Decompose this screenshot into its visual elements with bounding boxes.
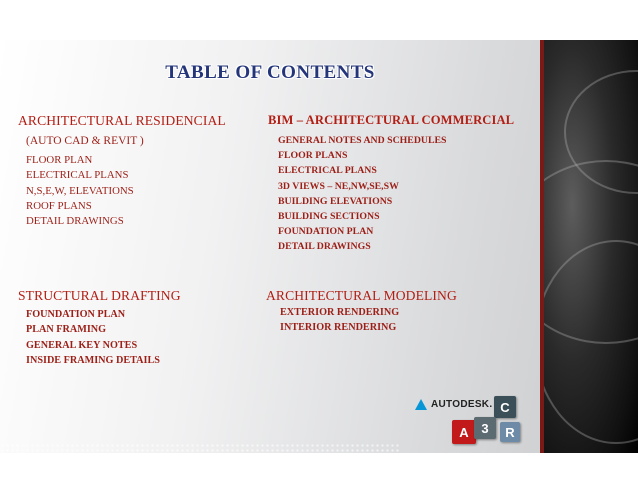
list-item: N,S,E,W, ELEVATIONS <box>26 184 134 197</box>
bim-heading: BIM – ARCHITECTURAL COMMERCIAL <box>268 113 515 127</box>
list-item: BUILDING SECTIONS <box>278 211 380 223</box>
architecture-photo-panel <box>544 40 638 453</box>
bim-list <box>278 133 447 255</box>
list-item: ROOF PLANS <box>26 199 92 212</box>
list-item: ELECTRICAL PLANS <box>278 165 377 177</box>
list-item: DETAIL DRAWINGS <box>26 215 124 228</box>
revit-logo-icon: R <box>500 422 520 442</box>
page-title: TABLE OF CONTENTS <box>165 62 375 83</box>
civil3d-logo-icon: C <box>494 396 516 418</box>
autodesk-logo <box>415 399 492 410</box>
list-item: FOUNDATION PLAN <box>26 309 126 320</box>
modeling-heading: ARCHITECTURAL MODELING <box>266 288 457 303</box>
list-item: ELECTRICAL PLANS <box>26 169 129 182</box>
structural-list <box>26 307 160 369</box>
list-item: FLOOR PLAN <box>26 154 93 166</box>
structural-heading: STRUCTURAL DRAFTING <box>18 288 181 303</box>
list-item: FLOOR PLANS <box>278 150 348 162</box>
dot-pattern <box>0 443 400 453</box>
autocad-logo-icon: A <box>452 420 476 444</box>
list-item: DETAIL DRAWINGS <box>278 241 371 253</box>
list-item: GENERAL KEY NOTES <box>26 339 138 351</box>
3dsmax-logo-icon: 3 <box>474 417 496 439</box>
residential-list <box>26 153 134 229</box>
autodesk-wordmark: AUTODESK. <box>431 399 493 410</box>
list-item: INSIDE FRAMING DETAILS <box>26 355 160 367</box>
modeling-list <box>280 305 399 336</box>
residential-subtitle: (AUTO CAD & REVIT ) <box>26 135 144 147</box>
list-item: FOUNDATION PLAN <box>278 226 374 238</box>
list-item: PLAN FRAMING <box>26 324 107 336</box>
autodesk-triangle-icon <box>415 399 427 410</box>
slide <box>0 40 638 453</box>
list-item: EXTERIOR RENDERING <box>280 307 400 318</box>
list-item: 3D VIEWS – NE,NW,SE,SW <box>278 180 399 192</box>
list-item: GENERAL NOTES AND SCHEDULES <box>278 135 447 146</box>
list-item: INTERIOR RENDERING <box>280 322 397 334</box>
list-item: BUILDING ELEVATIONS <box>278 195 393 207</box>
residential-heading: ARCHITECTURAL RESIDENCIAL <box>18 113 226 128</box>
